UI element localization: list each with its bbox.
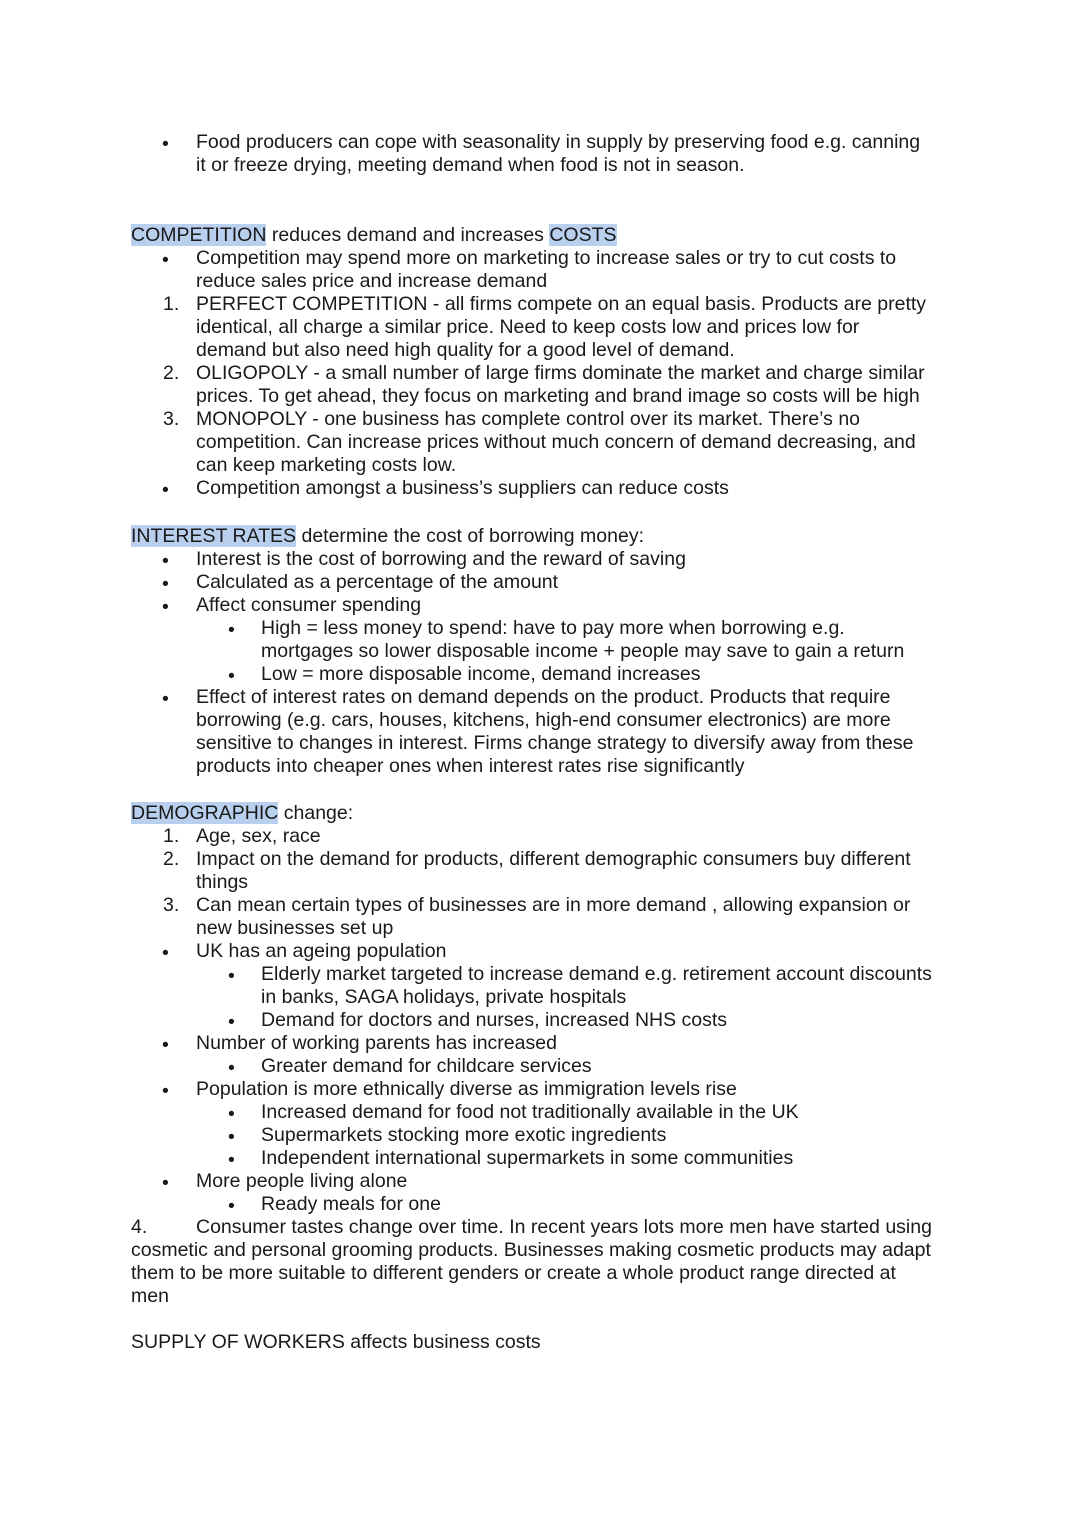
highlight-demographic: DEMOGRAPHIC bbox=[131, 802, 279, 824]
bullet: • bbox=[162, 942, 169, 964]
demographic-subbullet-line: in banks, SAGA holidays, private hospitals bbox=[261, 986, 627, 1008]
bullet: • bbox=[162, 479, 169, 501]
interest-subbullet-line: High = less money to spend: have to pay more when borrowing e.g. bbox=[261, 617, 845, 639]
highlight-competition: COMPETITION bbox=[131, 224, 267, 246]
competition-numbered-line: MONOPOLY - one business has complete control over its market. There’s no bbox=[196, 408, 861, 430]
competition-bullet-line: Competition amongst a business’s suppliers can reduce costs bbox=[196, 477, 729, 499]
demographic-subbullet-line: Independent international supermarkets in some communities bbox=[261, 1147, 794, 1169]
bullet: • bbox=[228, 965, 235, 987]
bullet: • bbox=[162, 1172, 169, 1194]
demographic-subbullet-line: Increased demand for food not traditionally available in the UK bbox=[261, 1101, 799, 1123]
competition-numbered-line: competition. Can increase prices without much concern of demand decreasing, and bbox=[196, 431, 916, 453]
list-number: 4. bbox=[131, 1216, 148, 1238]
list-number: 2. bbox=[163, 848, 180, 870]
demographic-numbered-line: Impact on the demand for products, different demographic consumers buy different bbox=[196, 848, 911, 870]
bullet: • bbox=[228, 1195, 235, 1217]
demographic-subbullet-line: Greater demand for childcare services bbox=[261, 1055, 592, 1077]
bullet: • bbox=[228, 1057, 235, 1079]
demographic-bullet-line: More people living alone bbox=[196, 1170, 408, 1192]
demographic-subbullet-line: Elderly market targeted to increase demand e.g. retirement account discounts bbox=[261, 963, 932, 985]
interest-bullet-line: products into cheaper ones when interest rates rise significantly bbox=[196, 755, 745, 777]
interest-bullet-line: sensitive to changes in interest. Firms change strategy to diversify away from these bbox=[196, 732, 914, 754]
bullet: • bbox=[228, 1011, 235, 1033]
list-number: 2. bbox=[163, 362, 180, 384]
intro-bullet-line: Food producers can cope with seasonality in supply by preserving food e.g. canning bbox=[196, 131, 921, 153]
demographic-subbullet-line: Supermarkets stocking more exotic ingredients bbox=[261, 1124, 667, 1146]
list-number: 3. bbox=[163, 408, 180, 430]
demographic-bullet-line: Population is more ethnically diverse as immigration levels rise bbox=[196, 1078, 737, 1100]
interest-bullet-line: Calculated as a percentage of the amount bbox=[196, 571, 559, 593]
list-number: 1. bbox=[163, 825, 180, 847]
demographic-paragraph-line: men bbox=[131, 1285, 169, 1307]
supply-heading: SUPPLY OF WORKERS affects business costs bbox=[131, 1331, 541, 1353]
demographic-bullet-line: UK has an ageing population bbox=[196, 940, 447, 962]
interest-bullet-line: Interest is the cost of borrowing and the reward of saving bbox=[196, 548, 686, 570]
demographic-numbered-line: things bbox=[196, 871, 249, 893]
bullet: • bbox=[162, 596, 169, 618]
demographic-paragraph-line: them to be more suitable to different genders or create a whole product range directed at bbox=[131, 1262, 896, 1284]
bullet: • bbox=[228, 619, 235, 641]
demographic-paragraph-line: cosmetic and personal grooming products. Businesses making cosmetic products may adapt bbox=[131, 1239, 931, 1261]
demographic-bullet-line: Number of working parents has increased bbox=[196, 1032, 557, 1054]
demographic-subbullet-line: Demand for doctors and nurses, increased NHS costs bbox=[261, 1009, 728, 1031]
bullet: • bbox=[162, 688, 169, 710]
demographic-heading: DEMOGRAPHIC change: bbox=[131, 802, 354, 824]
demographic-numbered-line: Age, sex, race bbox=[196, 825, 321, 847]
bullet: • bbox=[228, 665, 235, 687]
competition-numbered-line: identical, all charge a similar price. Need to keep costs low and prices low for bbox=[196, 316, 860, 338]
bullet: • bbox=[228, 1149, 235, 1171]
intro-bullet-line: it or freeze drying, meeting demand when food is not in season. bbox=[196, 154, 745, 176]
bullet: • bbox=[162, 550, 169, 572]
demographic-numbered-line: new businesses set up bbox=[196, 917, 394, 939]
interest-bullet-line: Effect of interest rates on demand depends on the product. Products that require bbox=[196, 686, 891, 708]
interest-subbullet-line: Low = more disposable income, demand increases bbox=[261, 663, 701, 685]
bullet: • bbox=[162, 573, 169, 595]
bullet: • bbox=[162, 249, 169, 271]
competition-heading: COMPETITION reduces demand and increases COSTS bbox=[131, 224, 617, 246]
demographic-paragraph-line: Consumer tastes change over time. In recent years lots more men have started using bbox=[196, 1216, 932, 1238]
competition-numbered-line: prices. To get ahead, they focus on marketing and brand image so costs will be high bbox=[196, 385, 920, 407]
interest-bullet-line: borrowing (e.g. cars, houses, kitchens, high-end consumer electronics) are more bbox=[196, 709, 891, 731]
bullet: • bbox=[162, 1034, 169, 1056]
interest-bullet-line: Affect consumer spending bbox=[196, 594, 422, 616]
competition-numbered-line: demand but also need high quality for a good level of demand. bbox=[196, 339, 735, 361]
list-number: 3. bbox=[163, 894, 180, 916]
competition-numbered-line: can keep marketing costs low. bbox=[196, 454, 457, 476]
competition-numbered-line: OLIGOPOLY - a small number of large firms dominate the market and charge similar bbox=[196, 362, 925, 384]
bullet: • bbox=[228, 1103, 235, 1125]
demographic-subbullet-line: Ready meals for one bbox=[261, 1193, 441, 1215]
highlight-interest-rates: INTEREST RATES bbox=[131, 525, 297, 547]
competition-numbered-line: PERFECT COMPETITION - all firms compete on an equal basis. Products are pretty bbox=[196, 293, 927, 315]
interest-heading: INTEREST RATES determine the cost of borrowing money: bbox=[131, 525, 644, 547]
bullet: • bbox=[228, 1126, 235, 1148]
competition-bullet-line: reduce sales price and increase demand bbox=[196, 270, 548, 292]
highlight-costs: COSTS bbox=[549, 224, 617, 246]
demographic-numbered-line: Can mean certain types of businesses are in more demand , allowing expansion or bbox=[196, 894, 911, 916]
bullet: • bbox=[162, 133, 169, 155]
competition-bullet-line: Competition may spend more on marketing to increase sales or try to cut costs to bbox=[196, 247, 897, 269]
list-number: 1. bbox=[163, 293, 180, 315]
interest-subbullet-line: mortgages so lower disposable income + people may save to gain a return bbox=[261, 640, 905, 662]
bullet: • bbox=[162, 1080, 169, 1102]
